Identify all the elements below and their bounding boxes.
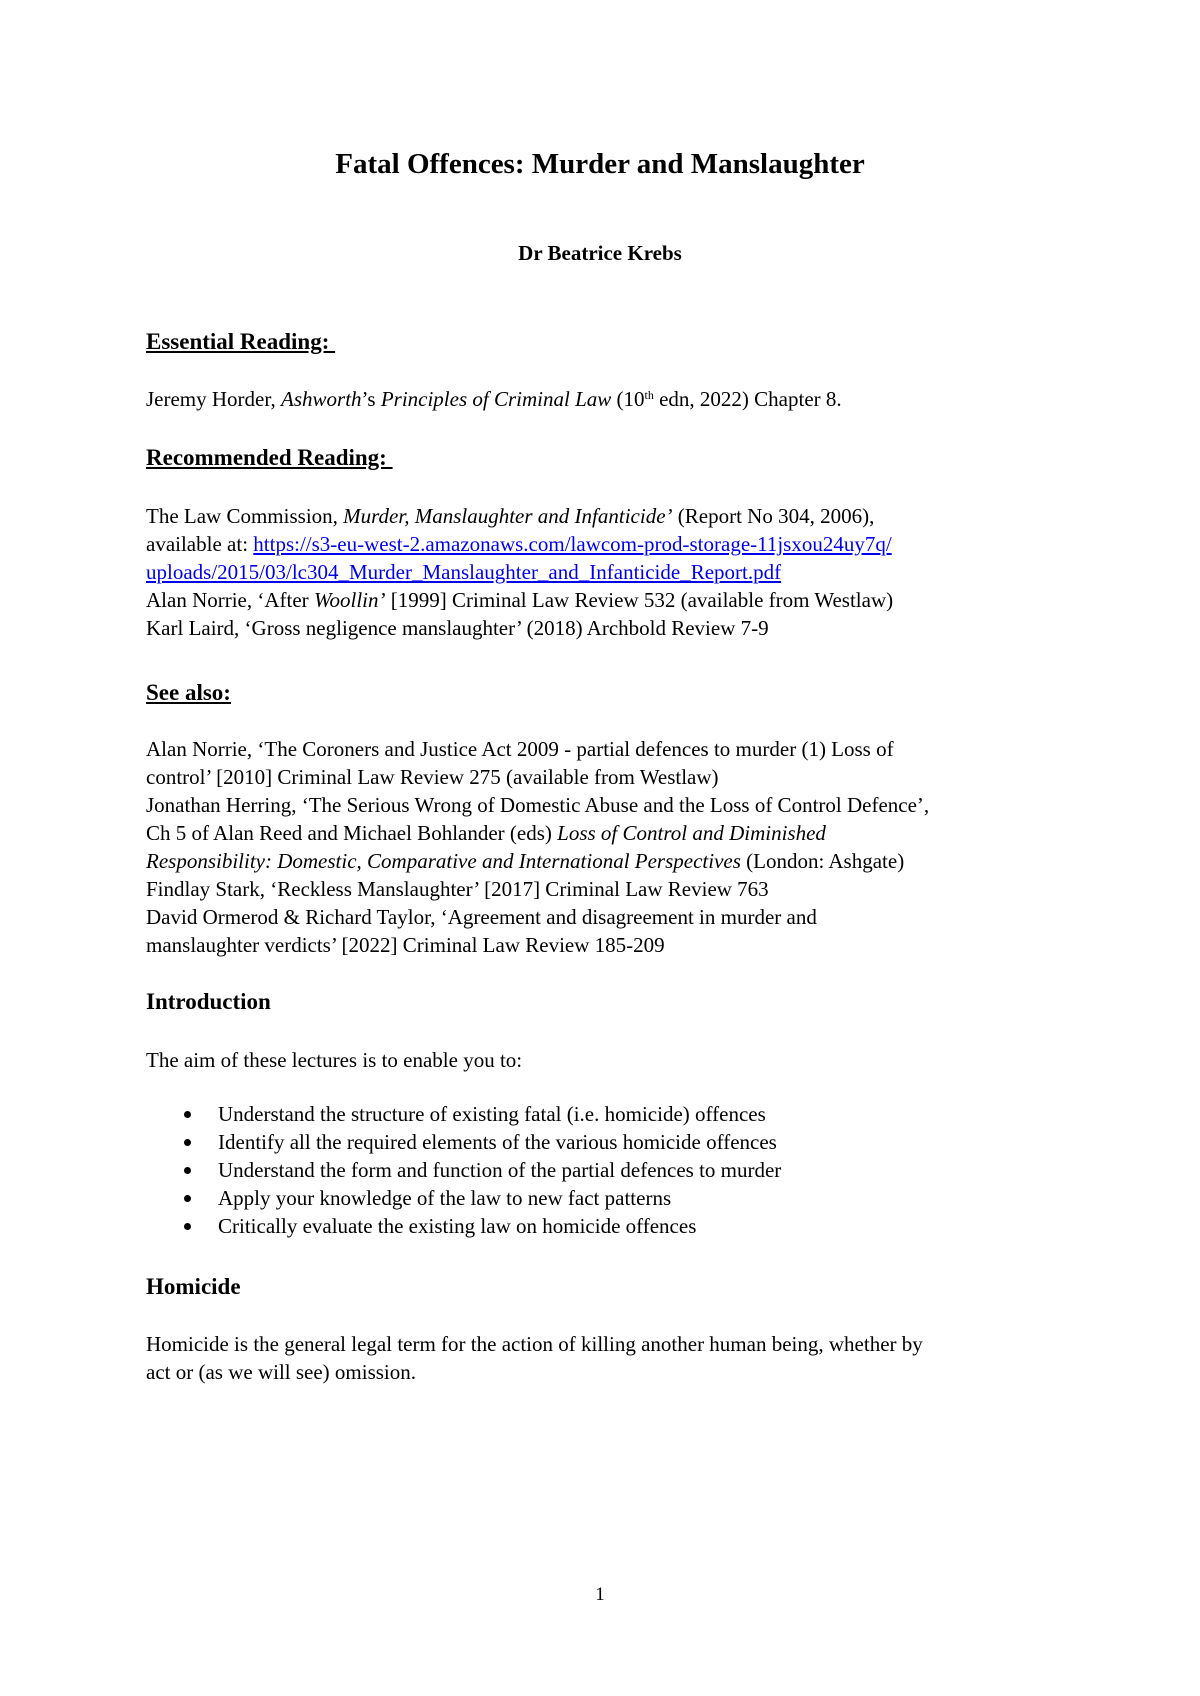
homicide-text: Homicide is the general legal term for the action of killing another human being, whether by	[146, 1332, 923, 1356]
list-item-text: Identify all the required elements of the various homicide offences	[218, 1130, 777, 1154]
essential-reading-heading: Essential Reading:	[146, 329, 336, 354]
bullet-icon	[184, 1167, 191, 1174]
bullet-icon	[184, 1139, 191, 1146]
aims-list	[146, 1100, 781, 1240]
see-also-line: Jonathan Herring, ‘The Serious Wrong of Domestic Abuse and the Loss of Control Defence’,	[146, 793, 930, 817]
bullet-icon	[184, 1111, 191, 1118]
superscript: th	[644, 388, 654, 402]
see-also-line: Alan Norrie, ‘The Coroners and Justice Act 2009 - partial defences to murder (1) Loss of	[146, 737, 894, 761]
see-also-line: control’ [2010] Criminal Law Review 275 (available from Westlaw)	[146, 765, 719, 789]
text-span: ’s	[361, 387, 381, 411]
introduction-text: The aim of these lectures is to enable you to:	[146, 1048, 523, 1072]
text-span: (10	[611, 387, 645, 411]
italic-span: Loss of Control and Diminished	[557, 821, 826, 845]
page-number: 1	[595, 1584, 605, 1605]
italic-span: Responsibility: Domestic, Comparative and International Perspectives	[146, 849, 741, 873]
list-item-text: Understand the structure of existing fatal (i.e. homicide) offences	[218, 1102, 766, 1126]
see-also-line: Findlay Stark, ‘Reckless Manslaughter’ [2017] Criminal Law Review 763	[146, 877, 769, 901]
homicide-text: act or (as we will see) omission.	[146, 1360, 417, 1384]
italic-span: Ashworth	[281, 387, 362, 411]
list-item	[146, 1212, 781, 1240]
text-span: The Law Commission,	[146, 504, 344, 528]
list-item-text: Critically evaluate the existing law on homicide offences	[218, 1214, 697, 1238]
text-span: available at:	[146, 532, 254, 556]
list-item-text: Understand the form and function of the partial defences to murder	[218, 1158, 782, 1182]
recommended-line	[146, 530, 892, 558]
law-commission-report-link[interactable]: https://s3-eu-west-2.amazonaws.com/lawcom-prod-storage-11jsxou24uy7q/	[253, 532, 892, 556]
italic-span: Woollin’	[313, 588, 386, 612]
bullet-icon	[184, 1195, 191, 1202]
see-also-heading: See also:	[146, 680, 231, 705]
page-title: Fatal Offences: Murder and Manslaughter	[335, 148, 865, 180]
text-span: (London: Ashgate)	[740, 849, 905, 873]
text-span: Ch 5 of Alan Reed and Michael Bohlander (eds)	[146, 821, 558, 845]
homicide-heading: Homicide	[146, 1274, 241, 1299]
recommended-line	[146, 558, 781, 586]
law-commission-report-link-cont[interactable]: uploads/2015/03/lc304_Murder_Manslaughter_and_Infanticide_Report.pdf	[146, 560, 782, 584]
recommended-reading-heading: Recommended Reading:	[146, 445, 393, 470]
list-item-text: Apply your knowledge of the law to new fact patterns	[218, 1186, 672, 1210]
list-item	[146, 1184, 781, 1212]
list-item	[146, 1100, 781, 1128]
text-span: (Report No 304, 2006),	[672, 504, 875, 528]
list-item	[146, 1128, 781, 1156]
author-name: Dr Beatrice Krebs	[518, 241, 682, 265]
recommended-line	[146, 502, 874, 530]
list-item	[146, 1156, 781, 1184]
text-span: [1999] Criminal Law Review 532 (available from Westlaw)	[385, 588, 894, 612]
see-also-line: manslaughter verdicts’ [2022] Criminal Law Review 185-209	[146, 933, 665, 957]
see-also-line	[146, 819, 826, 847]
essential-reading-item	[146, 385, 842, 413]
recommended-line: Karl Laird, ‘Gross negligence manslaughter’ (2018) Archbold Review 7-9	[146, 616, 769, 640]
see-also-line	[146, 847, 904, 875]
text-span: Alan Norrie, ‘After	[146, 588, 314, 612]
see-also-line: David Ormerod & Richard Taylor, ‘Agreement and disagreement in murder and	[146, 905, 817, 929]
text-span: Jeremy Horder,	[146, 387, 282, 411]
italic-span: Principles of Criminal Law	[380, 387, 612, 411]
text-span: edn, 2022) Chapter 8.	[653, 387, 842, 411]
recommended-line	[146, 586, 893, 614]
italic-span: Murder, Manslaughter and Infanticide’	[343, 504, 673, 528]
introduction-heading: Introduction	[146, 989, 271, 1014]
bullet-icon	[184, 1223, 191, 1230]
